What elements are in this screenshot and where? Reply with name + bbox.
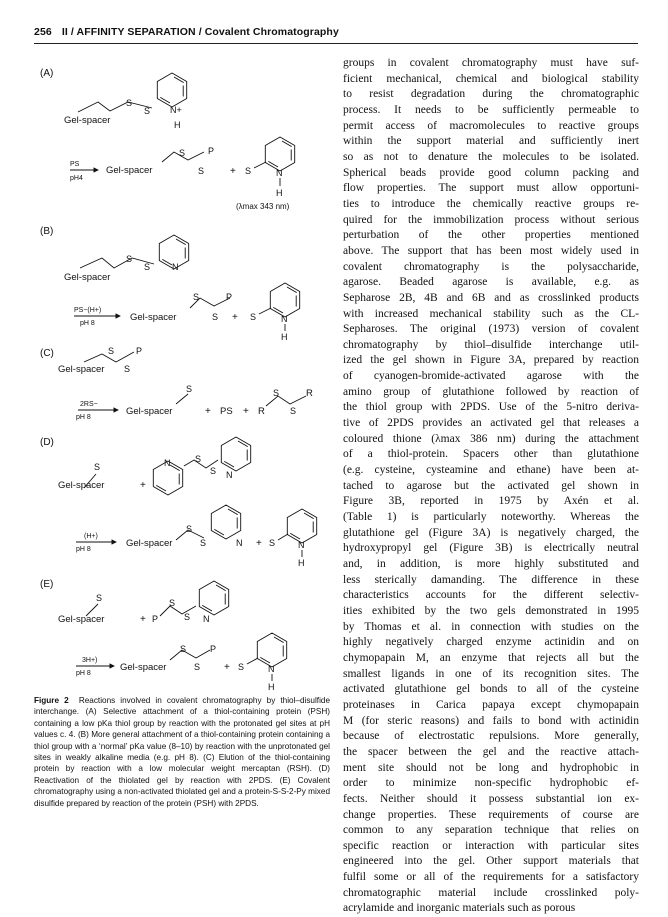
lambda-max-label: (λmax 343 nm): [236, 202, 290, 211]
svg-text:S: S: [290, 406, 297, 416]
svg-text:N: N: [226, 470, 233, 480]
svg-text:R: R: [258, 406, 265, 417]
svg-text:S: S: [96, 593, 103, 603]
body-line: highly negatively charged enzyme actinidin and on: [343, 636, 639, 649]
running-header: [34, 26, 339, 38]
ph-c: pH 8: [76, 414, 91, 421]
svg-text:Gel-spacer: Gel-spacer: [126, 538, 173, 549]
ph-b: pH 8: [80, 320, 95, 327]
body-line: the spacer between the gel and the reactive attach-: [343, 745, 639, 758]
body-line: glutathione gel (Figure 3A) is negatively charged, the: [343, 526, 639, 539]
header-rule: [34, 43, 638, 44]
svg-text:H: H: [281, 332, 288, 342]
svg-text:H: H: [298, 558, 305, 568]
svg-text:S: S: [250, 312, 257, 322]
svg-text:H: H: [268, 682, 275, 692]
pyridinium-h: H: [174, 120, 181, 130]
reagent-a: PS: [70, 161, 80, 168]
svg-text:H: H: [276, 188, 283, 198]
svg-text:P: P: [210, 644, 217, 654]
body-line: flow properties. The support must allow opportuni-: [343, 182, 639, 195]
body-line: activated glutathione gel bonds to all of the cysteine: [343, 683, 639, 696]
body-line: covalent chromatography is the polysaccharide,: [343, 260, 639, 273]
body-line: of a thiol-protein. Spacers other than glutathione: [343, 448, 639, 461]
svg-text:S: S: [108, 346, 115, 356]
body-line: (Table 1) is particularly noteworthy. Whereas the: [343, 511, 639, 524]
body-line: quired for the immobilization process without serious: [343, 213, 639, 226]
body-line: so as not to denature the molecules to be isolated.: [343, 150, 639, 163]
reagent-c: 2RS−: [80, 401, 98, 408]
svg-text:P: P: [152, 614, 159, 624]
svg-text:+: +: [140, 480, 146, 491]
svg-text:+: +: [230, 166, 236, 177]
body-line: Spherical beads provide good column packing and: [343, 166, 639, 179]
svg-text:S: S: [193, 292, 200, 302]
svg-text:P: P: [226, 292, 233, 302]
svg-text:S: S: [186, 384, 193, 394]
body-line: ment site should not be long and hydrophobic in: [343, 761, 639, 774]
reagent-e: 3H+): [82, 657, 98, 664]
svg-text:Gel-spacer: Gel-spacer: [58, 614, 105, 625]
released-ps: PS: [220, 406, 233, 417]
svg-text:N: N: [236, 538, 243, 548]
ph-d: pH 8: [76, 546, 91, 553]
svg-text:+: +: [205, 406, 211, 417]
body-line: M (for steric reasons) and fails to bond with actinidin: [343, 714, 639, 727]
pyridinium-n: N+: [170, 105, 182, 115]
body-line: proteinases in Carica papaya except chymopapain: [343, 698, 639, 711]
body-line: above. The support that has been most widely used in: [343, 244, 639, 257]
body-line: ized the gel shown in Figure 3A, prepared by reaction: [343, 354, 639, 367]
section-title: II / AFFINITY SEPARATION / Covalent Chromatography: [61, 26, 339, 38]
ph-a: pH4: [70, 175, 83, 182]
body-line: fulfil some or all of the requirements for a satisfactory: [343, 871, 639, 884]
caption-text: Reactions involved in covalent chromatography by thiol–disulfide interchange. (A) Selective attachment of a thiol-containing protein (PSH) containing a low pKa thiol group by reaction with the protonated gel sites at pH values c. 4. (B) More general attachment of a thiol-containing protein containing a thiol group with a ‘normal’ pKa value (8–10) by reaction with the unprotonated gel sites in weakly alkaline media (e.g. pH 8). (C) Elution of the thiol-containing protein by reaction with a low molecular weight mercaptan (RSH). (D) Reactivation of the thiolated gel by reaction with 2PDS. (E) Covalent chromatography using a non-activated thiolated gel and a protein-S-S-2-Py mixed disulfide prepared by reaction of the protein (PSH) with 2PDS.: [34, 696, 330, 808]
body-line: of cyanogen-bromide-activated agarose with the: [343, 370, 639, 383]
body-line: coloured thione (λmax 386 nm) during the attachment: [343, 432, 639, 445]
svg-text:+: +: [232, 312, 238, 323]
body-line: chromatography by thiol–disulfide interchange util-: [343, 338, 639, 351]
body-line: because of electrostatic repulsions. More generally,: [343, 730, 639, 743]
svg-text:Gel-spacer: Gel-spacer: [64, 272, 111, 283]
svg-text:+: +: [243, 406, 249, 417]
body-line: Sepharose 2B, 4B and 6B and as crosslinked products: [343, 291, 639, 304]
body-line: common to any separation technique that relies on: [343, 824, 639, 837]
body-line: agarose. Beaded agarose is available, e.g. as: [343, 276, 639, 289]
svg-text:Gel-spacer: Gel-spacer: [126, 406, 173, 417]
body-line: ities exhibited by the two gels demonstrated in 1995: [343, 604, 639, 617]
svg-text:N: N: [276, 168, 283, 178]
body-line: tached to agarose but the activated gel shown in: [343, 479, 639, 492]
svg-text:N: N: [298, 540, 305, 550]
svg-text:P: P: [136, 346, 143, 356]
body-line: specific reaction or interaction with particular sites: [343, 839, 639, 852]
body-line: process. It needs to be sufficiently permeable to: [343, 103, 639, 116]
body-line: characteristics accounts for the different selectiv-: [343, 589, 639, 602]
panel-d-label: (D): [40, 437, 54, 448]
svg-text:Gel-spacer: Gel-spacer: [106, 165, 153, 176]
body-line: less sterically damanding. The difference in these: [343, 573, 639, 586]
svg-text:N: N: [164, 458, 171, 468]
panel-c-label: (C): [40, 348, 54, 359]
body-line: ties to introduce the chemically reactive groups re-: [343, 197, 639, 210]
svg-text:S: S: [144, 106, 151, 116]
body-line: Figure 3B, reported in 1975 by Axén et al.: [343, 495, 639, 508]
svg-text:S: S: [144, 262, 151, 272]
svg-text:N: N: [172, 262, 179, 272]
svg-text:Gel-spacer: Gel-spacer: [58, 364, 105, 375]
body-line: chymopapain M, an enzyme that rejects all but the: [343, 651, 639, 664]
svg-text:Gel-spacer: Gel-spacer: [130, 312, 177, 323]
svg-text:Gel-spacer: Gel-spacer: [58, 480, 105, 491]
body-line: chromatographic material include crosslinked poly-: [343, 886, 639, 899]
svg-text:S: S: [94, 462, 101, 472]
svg-text:S: S: [180, 644, 187, 654]
panel-b-label: (B): [40, 226, 54, 237]
svg-text:S: S: [195, 454, 202, 464]
svg-text:S: S: [179, 148, 186, 158]
body-line: Sepharoses. The original (1973) version of covalent: [343, 323, 639, 336]
panel-e-label: (E): [40, 579, 54, 590]
reagent-b: PS−(H+): [74, 307, 102, 314]
body-line: to resist degradation during the chromatographic: [343, 88, 639, 101]
svg-text:S: S: [245, 166, 252, 176]
body-line: the thiol group with 2PDS. Use of the 5-nitro deriva-: [343, 401, 639, 414]
page-number: 256: [34, 26, 52, 38]
svg-text:Gel-spacer: Gel-spacer: [120, 662, 167, 673]
svg-text:S: S: [126, 98, 133, 108]
svg-text:S: S: [238, 662, 245, 672]
body-line: engineered into the gel. Other support materials that: [343, 855, 639, 868]
svg-text:S: S: [273, 388, 280, 398]
svg-text:S: S: [126, 254, 133, 264]
body-line: change properties. These requirements of course are: [343, 808, 639, 821]
svg-text:S: S: [212, 312, 219, 322]
body-line: permit access of macromolecules to reactive groups: [343, 119, 639, 132]
body-line: acrylamide and inorganic materials such as porous: [343, 902, 576, 915]
body-line: (e.g. cysteine, cysteamine and ethane) have been at-: [343, 464, 639, 477]
svg-text:+: +: [140, 614, 146, 625]
body-text-column: [343, 56, 639, 917]
svg-text:N: N: [281, 314, 288, 324]
body-line: within the support material and sufficiently inert: [343, 135, 639, 148]
svg-text:S: S: [186, 524, 193, 534]
body-line: and, in addition, is more highly substituted and: [343, 558, 639, 570]
svg-text:P: P: [208, 146, 215, 156]
ph-e: pH 8: [76, 670, 91, 677]
svg-text:S: S: [169, 598, 176, 608]
svg-text:S: S: [184, 612, 191, 622]
figure-caption: [34, 695, 330, 809]
body-line: with increased mechanical stability such as the CL-: [343, 307, 639, 320]
svg-text:S: S: [269, 538, 276, 548]
svg-text:R: R: [306, 388, 313, 399]
body-line: fects. Neither should it possess substantial ion ex-: [343, 792, 639, 805]
svg-text:N: N: [203, 614, 210, 624]
caption-label: Figure 2: [34, 696, 69, 705]
body-line: smallest ligands in one of its recognition sites. The: [343, 667, 639, 680]
reaction-scheme-figure: [40, 56, 340, 700]
body-line: groups in covalent chromatography must have suf-: [343, 57, 639, 69]
body-line: hydroxypropyl gel (Figure 3B) is electrically neutral: [343, 542, 639, 555]
svg-text:S: S: [198, 166, 205, 176]
body-line: perturbation of the other properties mentioned: [343, 229, 639, 242]
svg-text:S: S: [200, 538, 207, 548]
body-line: tive of 2PDS provides an activated gel that releases a: [343, 417, 639, 430]
body-line: by Thomas et al. in connection with studies on the: [343, 620, 639, 633]
body-line: order to minimize non-specific hydrophobic ef-: [343, 777, 639, 790]
svg-text:+: +: [224, 662, 230, 673]
svg-text:N: N: [268, 664, 275, 674]
reagent-d: (H+): [84, 533, 98, 540]
svg-text:S: S: [194, 662, 201, 672]
svg-text:S: S: [210, 466, 217, 476]
gel-spacer-label: Gel-spacer: [64, 115, 111, 126]
body-line: ficient mechanical, chemical and biological stability: [343, 72, 639, 85]
body-line: amino group of glutathione followed by reaction of: [343, 385, 639, 398]
panel-a-label: (A): [40, 68, 54, 79]
svg-text:S: S: [124, 364, 131, 374]
svg-text:+: +: [256, 538, 262, 549]
